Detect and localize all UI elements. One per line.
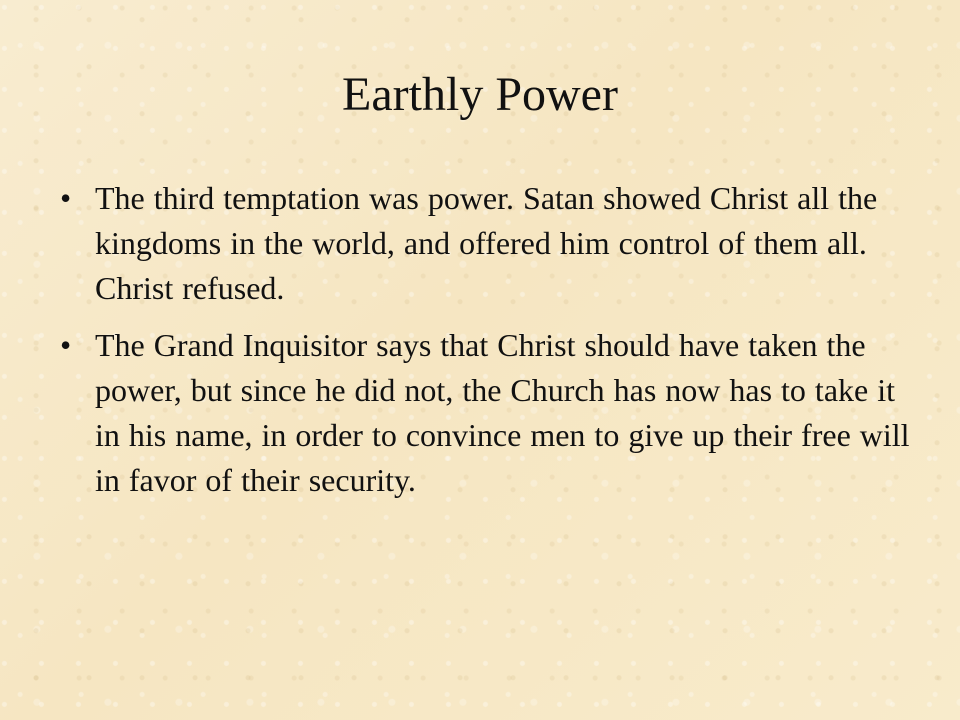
bullet-icon: • <box>60 180 72 216</box>
bullet-item <box>60 176 910 311</box>
bullet-text: The Grand Inquisitor says that Christ should have taken the power, but since he did not, the Church has now has to take it in his name, in order to convince men to give up their free will in favor of their security. <box>95 327 910 498</box>
bullet-icon: • <box>60 327 72 363</box>
slide-title: Earthly Power <box>342 68 618 121</box>
bullet-list <box>60 176 910 515</box>
bullet-text: The third temptation was power. Satan showed Christ all the kingdoms in the world, and offered him control of them all. Christ refused. <box>95 180 878 306</box>
bullet-item <box>60 323 910 503</box>
